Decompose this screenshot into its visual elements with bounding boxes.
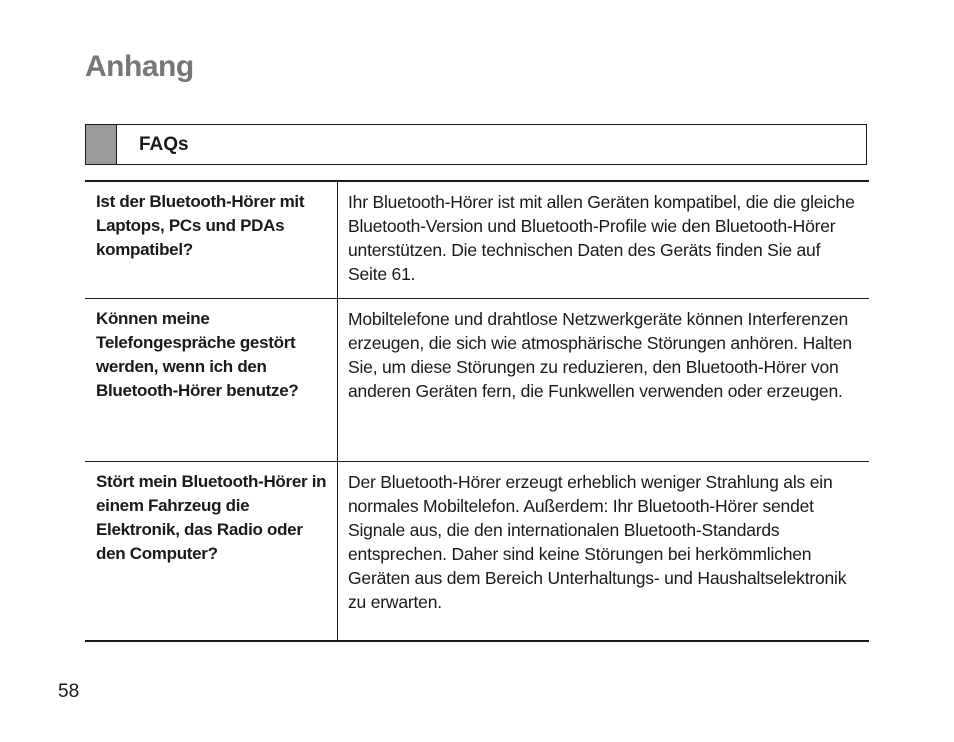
faq-question: Können meine Telefongespräche gestört werden, wenn ich den Bluetooth-Hörer benutze?	[85, 299, 338, 461]
faq-answer: Ihr Bluetooth-Hörer ist mit allen Geräten kompatibel, die die gleiche Bluetooth-Version und Bluetooth-Profile wie den Bluetooth-Hörer unterstützen. Die technischen Daten des Geräts finden Sie auf Seite 61.	[348, 192, 855, 284]
faq-answer: Mobiltelefone und drahtlose Netzwerkgeräte können Interferenzen erzeugen, die sich wie atmosphärische Störungen anhören. Halten Sie, um diese Störungen zu reduzieren, den Bluetooth-Hörer von anderen Geräten fern, die Funkwellen verwenden oder erzeugen.	[348, 309, 852, 401]
section-title: FAQs	[139, 133, 189, 155]
section-header	[85, 124, 867, 165]
faq-question: Stört mein Bluetooth-Hörer in einem Fahrzeug die Elektronik, das Radio oder den Computer?	[85, 462, 338, 640]
faq-row	[85, 299, 869, 462]
faq-table	[85, 180, 869, 642]
faq-answer: Der Bluetooth-Hörer erzeugt erheblich weniger Strahlung als ein normales Mobiltelefon. Außerdem: Ihr Bluetooth-Hörer sendet Signale aus, die den internationalen Bluetooth-Standards entsprechen. Daher sind keine Störungen bei herkömmlichen Geräten aus dem Bereich Unterhaltungs- und Haushaltselektronik zu erwarten.	[348, 472, 847, 612]
faq-row	[85, 462, 869, 640]
page-title: Anhang	[85, 50, 194, 83]
faq-row	[85, 182, 869, 299]
section-marker-block	[86, 125, 117, 164]
page-number: 58	[58, 681, 80, 702]
faq-question: Ist der Bluetooth-Hörer mit Laptops, PCs und PDAs kompatibel?	[85, 182, 338, 298]
